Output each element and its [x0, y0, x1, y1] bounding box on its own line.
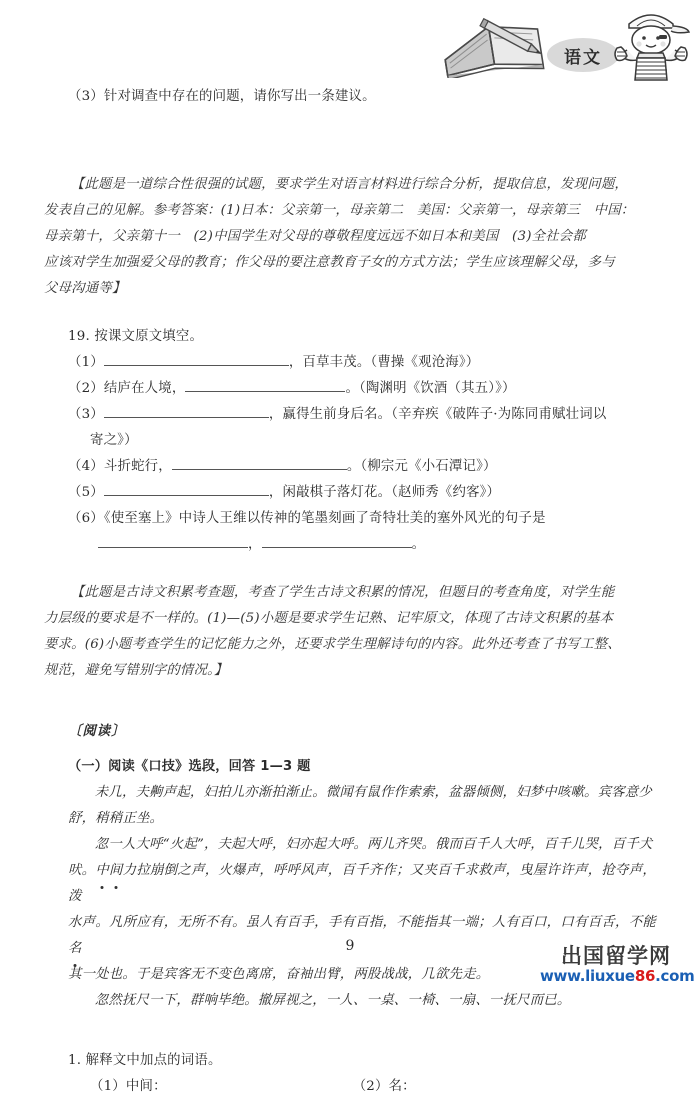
passage-line: 忽一人大呼“火起”，夫起大呼，妇亦起大呼。两儿齐哭。俄而百千人大呼，百千儿哭，百千犬	[94, 837, 653, 852]
separator-comma: ，	[248, 537, 262, 552]
passage-line: 其一处也。于是宾客无不变色离席，奋袖出臂，两股战战，几欲先走。	[68, 967, 490, 982]
spacer	[44, 302, 656, 324]
open-book-and-pencil-icon	[433, 6, 555, 78]
reading-question-1-heading: 1. 解释文中加点的词语。	[68, 1053, 222, 1068]
commentary-line: 应该对学生加强爱父母的教育；作父母的要注意教育子女的方式方法；学生应该理解父母，多与	[44, 255, 615, 270]
item-number: （4）	[68, 459, 104, 474]
watermark-url-prefix: www.liuxue	[540, 967, 635, 985]
emphasized-term-ming: 名	[68, 936, 82, 962]
spacer	[44, 684, 656, 718]
reading-section-label: 〔阅读〕	[68, 723, 126, 739]
commentary-line: 【此题是一道综合性很强的试题，要求学生对语言材料进行综合分析，提取信息，发现问题，	[70, 177, 629, 192]
page-header-illustration	[425, 0, 700, 84]
fill-in-blank[interactable]	[262, 533, 412, 548]
item-number: （6）	[68, 511, 104, 526]
emphasized-term-zhongjian: 中	[95, 858, 109, 884]
passage-text: 吠。	[68, 863, 96, 878]
question-19-item-3-cont: 寄之》）	[90, 433, 138, 448]
reading-subsection-heading: （一）阅读《口技》选段，回答 1—3 题	[68, 759, 311, 774]
spacer	[44, 1014, 656, 1048]
subject-badge: 语文	[547, 38, 619, 72]
commentary-line: 要求。(6)小题考查学生的记忆能力之外，还要求学生理解诗句的内容。此外还考查了书写工整、	[44, 637, 621, 652]
item-prefix: 结庐在人境，	[103, 381, 186, 396]
question-19-item-6	[44, 506, 656, 532]
spacer	[44, 558, 656, 580]
watermark-url-highlight: 86	[634, 967, 656, 985]
watermark-url-suffix: .com	[655, 967, 695, 985]
fill-in-blank[interactable]	[104, 403, 269, 418]
q1-item-1-label: （1）中间：	[90, 1079, 167, 1094]
fill-in-blank[interactable]	[185, 377, 345, 392]
question-19-item-4	[44, 454, 656, 480]
cartoon-boy-with-cap-icon	[603, 4, 699, 82]
spacer	[44, 744, 656, 754]
passage-line	[44, 858, 656, 910]
commentary-line: 【此题是古诗文积累考查题，考查了学生古诗文积累的情况，但题目的考查角度，对学生能	[70, 585, 615, 600]
item-number: （3）	[68, 407, 104, 422]
reading-question-1-items	[44, 1074, 656, 1100]
item-text: ，百草丰茂。（曹操《观沧海》）	[288, 355, 480, 370]
item-number: （2）	[68, 381, 104, 396]
question-18-commentary	[44, 172, 656, 302]
question-19-heading: 19. 按课文原文填空。	[68, 329, 204, 344]
page-number: 9	[345, 938, 355, 954]
question-19-item-3	[44, 402, 656, 428]
answer-space-q18	[44, 110, 656, 150]
fill-in-blank[interactable]	[104, 481, 269, 496]
commentary-line: 力层级的要求是不一样的。(1)—(5)小题是要求学生记熟、记牢原文，体现了古诗文积累的基本	[44, 611, 614, 626]
terminal-period: 。	[411, 537, 426, 552]
question-19-item-1	[44, 350, 656, 376]
commentary-line: 母亲第十，父亲第十一 (2)中国学生对父母的尊敬程度远远不如日本和美国 (3)全社会都	[44, 229, 586, 244]
fill-in-blank[interactable]	[172, 455, 347, 470]
item-text: 《使至塞上》中诗人王维以传神的笔墨刻画了奇特壮美的塞外风光的句子是	[103, 511, 546, 526]
q1-item-2-label: （2）名：	[352, 1079, 416, 1094]
passage-text: 力拉崩倒之声，火爆声，呼呼风声，百千齐作；又夹百千求救声，曳屋许许声，抢夺声，泼	[68, 863, 656, 904]
passage-line: 舒，稍稍正坐。	[68, 811, 164, 826]
item-text: ，赢得生前身后名。（辛弃疾《破阵子·为陈同甫赋壮词以	[268, 407, 607, 422]
fill-in-blank[interactable]	[98, 533, 248, 548]
site-watermark	[540, 944, 695, 985]
passage-text: 水声。凡所应有，无所不有。虽人有百手，手有百指，不能指其一端；人有百口，口有百舌，不能	[68, 915, 656, 930]
item-text: ，闲敲棋子落灯花。（赵师秀《约客》）	[268, 485, 501, 500]
question-19-commentary	[44, 580, 656, 684]
question-19-item-6-answer-line	[44, 532, 656, 558]
commentary-line: 规范，避免写错别字的情况。】	[44, 663, 228, 678]
watermark-site-name: 出国留学网	[561, 944, 671, 968]
passage-line: 忽然抚尺一下，群响毕绝。撤屏视之，一人、一桌、一椅、一扇、一抚尺而已。	[94, 993, 571, 1008]
question-19-item-5	[44, 480, 656, 506]
question-18-part-3: （3）针对调查中存在的问题，请你写出一条建议。	[68, 89, 376, 104]
passage-line: 未几，夫齁声起，妇拍儿亦渐拍渐止。微闻有鼠作作索索，盆器倾侧，妇梦中咳嗽。宾客意少	[94, 785, 653, 800]
fill-in-blank[interactable]	[104, 351, 289, 366]
item-text: 。（陶渊明《饮酒（其五）》）	[345, 381, 516, 396]
item-number: （5）	[68, 485, 104, 500]
emphasized-term-zhongjian: 间	[109, 858, 123, 884]
question-19-item-2	[44, 376, 656, 402]
item-number: （1）	[68, 355, 104, 370]
commentary-line: 父母沟通等】	[44, 281, 126, 296]
item-text: 。（柳宗元《小石潭记》）	[346, 459, 497, 474]
watermark-url	[540, 967, 695, 985]
item-prefix: 斗折蛇行，	[103, 459, 172, 474]
commentary-line: 发表自己的见解。参考答案：(1)日本：父亲第一，母亲第二 美国：父亲第一，母亲第三 中国：	[44, 203, 635, 218]
spacer	[44, 150, 656, 172]
